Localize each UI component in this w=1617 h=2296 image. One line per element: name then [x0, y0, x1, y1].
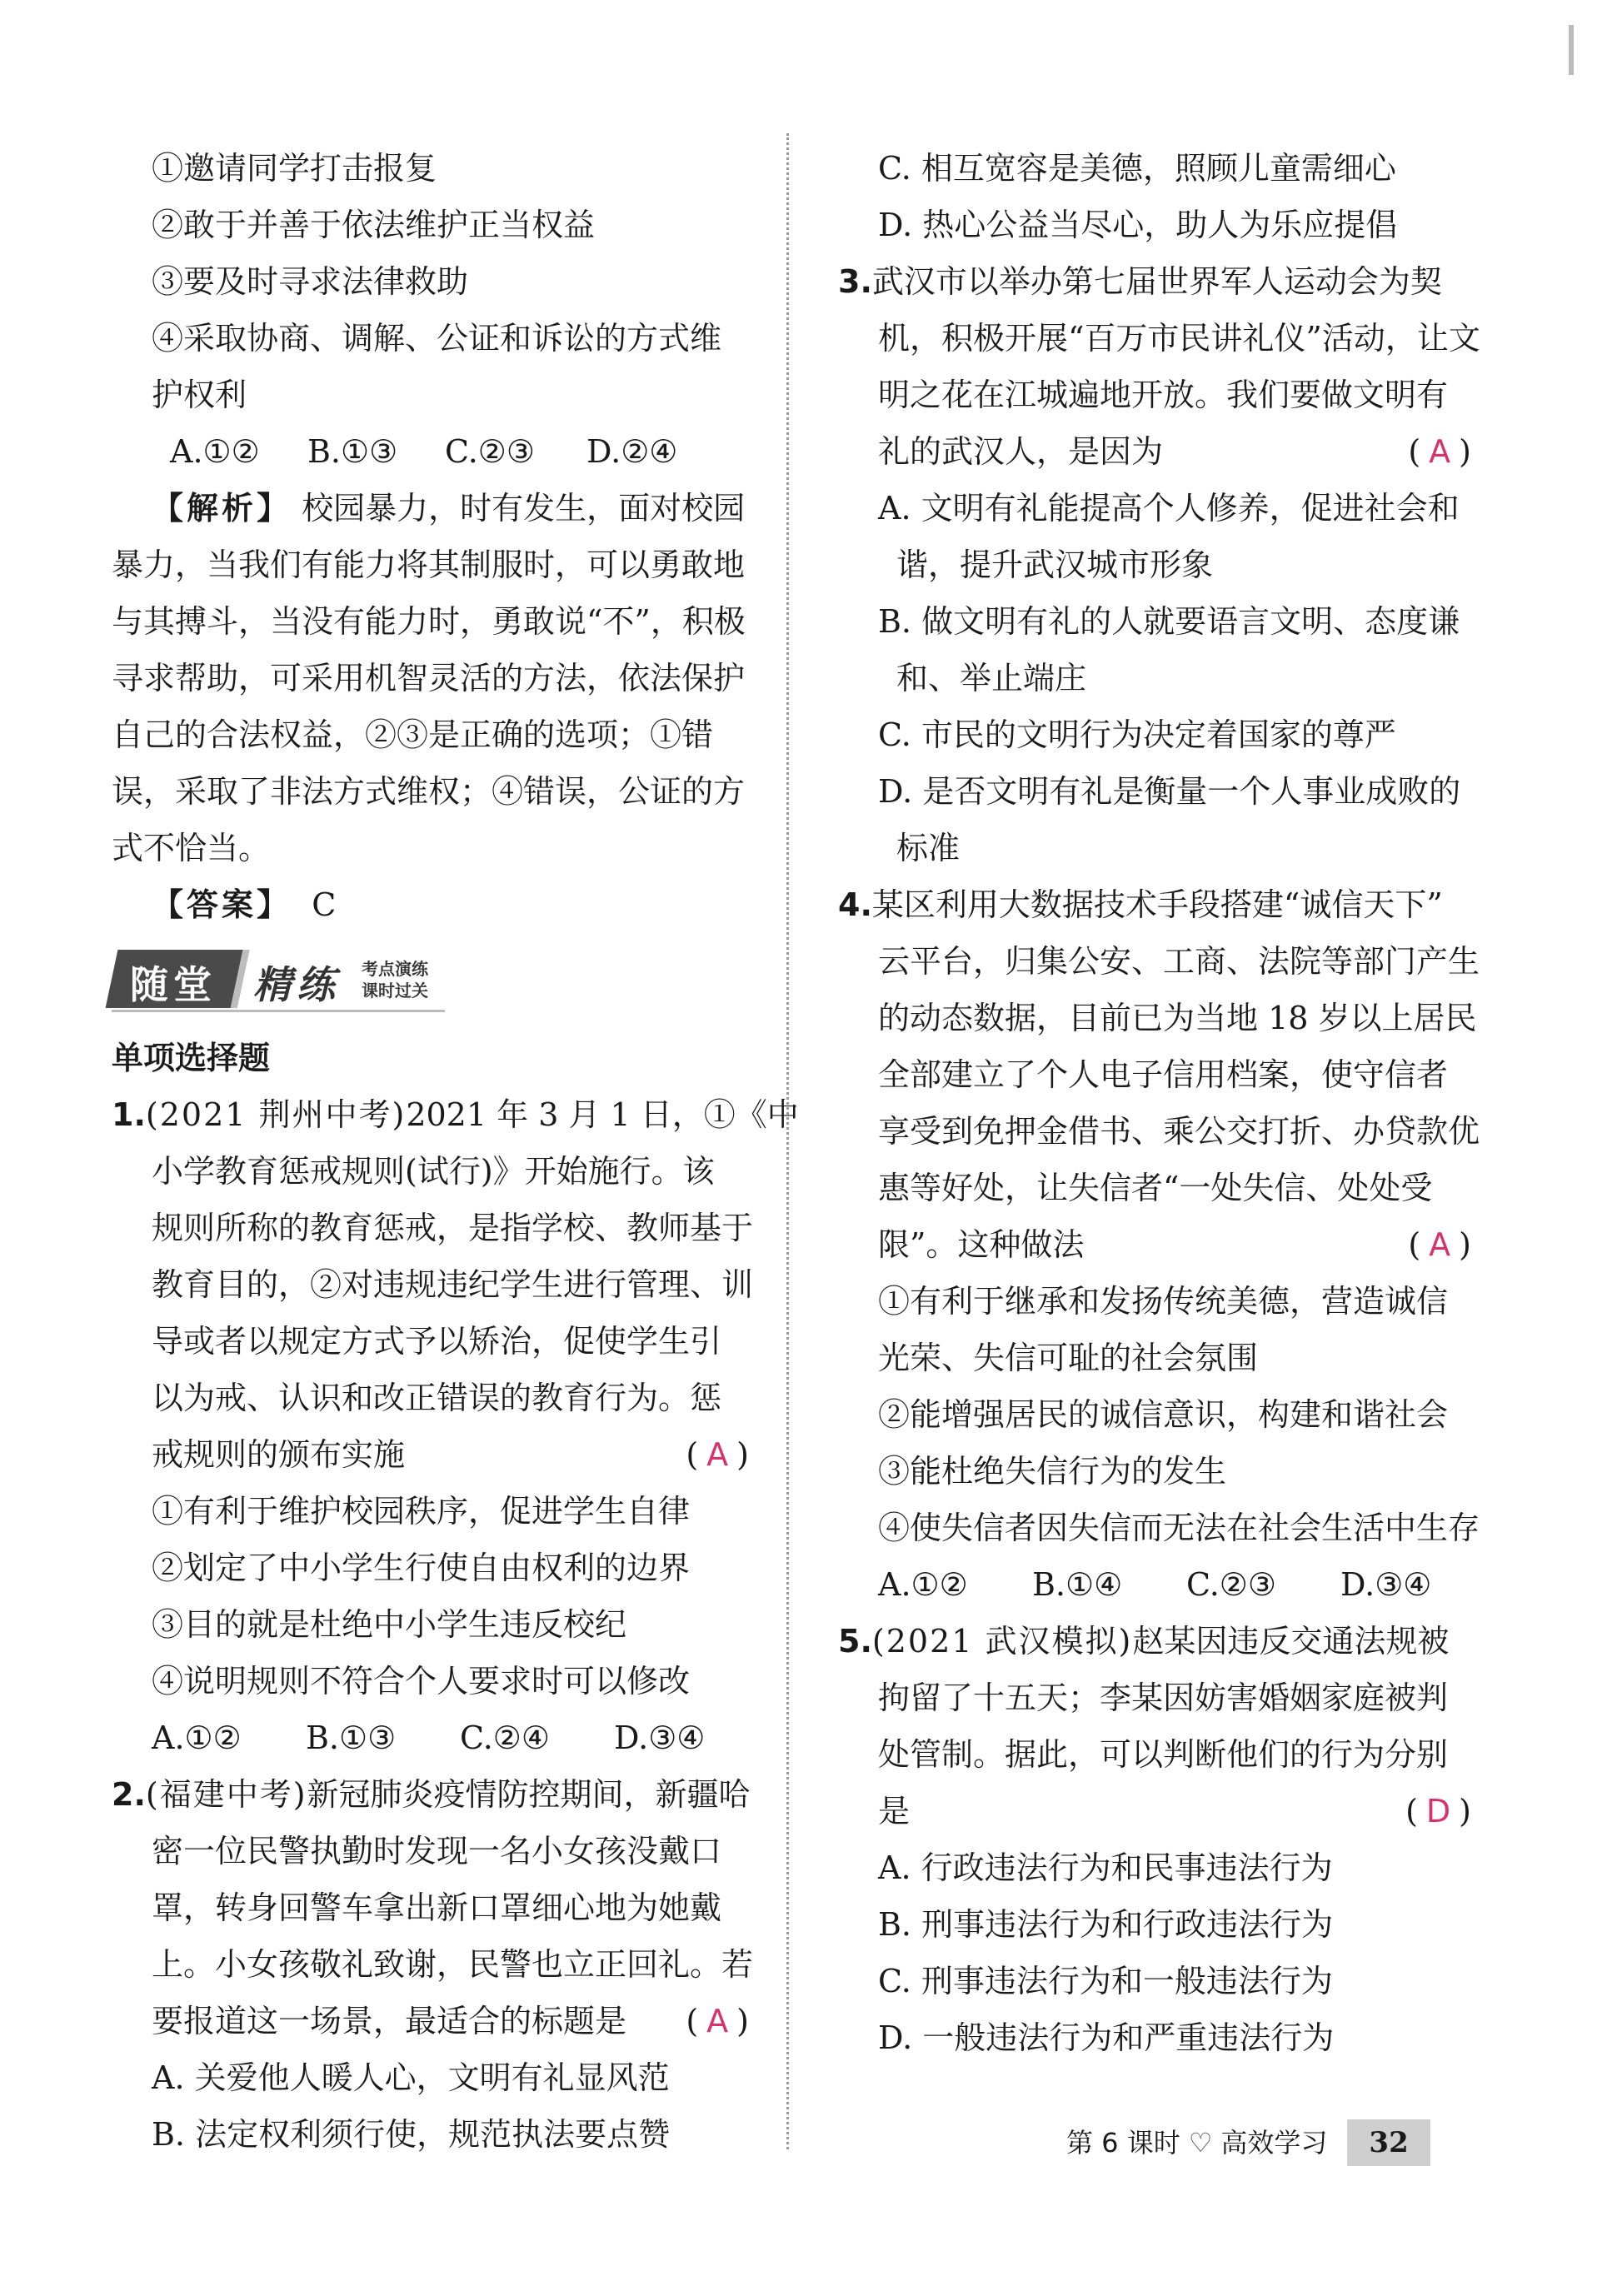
- q1-option-b: B.①③: [306, 1720, 397, 1756]
- q3-option-a: A. 文明有礼能提高个人修养，促进社会和: [878, 490, 1460, 527]
- q5-option-c: C. 刑事违法行为和一般违法行为: [878, 1963, 1333, 1999]
- column-divider: [786, 133, 789, 2149]
- q4-option-b: B.①④: [1032, 1566, 1123, 1603]
- q4-line-1: [838, 876, 1471, 933]
- carryover-item-4-cont: 护权利: [152, 377, 247, 413]
- option-c: C.②③: [445, 433, 535, 470]
- q5-line-1: [838, 1613, 1471, 1670]
- q2-number: 2.: [112, 1776, 146, 1813]
- q4-text: 某区利用大数据技术手段搭建“诚信天下”: [871, 886, 1443, 923]
- q4-answer: A: [1429, 1226, 1451, 1263]
- q4-item-4: ④使失信者因失信而无法在社会生活中生存: [878, 1510, 1480, 1546]
- q4-item-2: ②能增强居民的诚信意识，构建和谐社会: [878, 1396, 1449, 1433]
- banner-subtitle: [362, 958, 428, 1001]
- q1-line-5: 导或者以规定方式予以矫治，促使学生引: [152, 1323, 722, 1360]
- q2-stem-end-text: 要报道这一场景，最适合的标题是: [152, 2003, 627, 2039]
- option-d: D.②④: [586, 433, 678, 470]
- banner-part2: 精练: [253, 962, 340, 1007]
- q4-stem-end-text: 限”。这种做法: [878, 1226, 1085, 1263]
- q1-item-1: ①有利于维护校园秩序，促进学生自律: [152, 1493, 691, 1530]
- q4-line-5: 享受到免押金借书、乘公交打折、办贷款优: [878, 1113, 1480, 1150]
- q3-text: 武汉市以举办第七届世界军人运动会为契: [871, 263, 1442, 300]
- carryover-item-3: ③要及时寻求法律救助: [152, 263, 469, 300]
- carryover-item-1: ①邀请同学打击报复: [152, 150, 437, 187]
- q1-line-6: 以为戒、认识和改正错误的教育行为。惩: [152, 1380, 722, 1416]
- answer-line: [112, 876, 749, 933]
- q4-stem-end: [838, 1216, 1471, 1273]
- q1-line-1: [112, 1086, 799, 1143]
- q2-answer: A: [706, 2003, 729, 2039]
- option-b: B.①③: [307, 433, 398, 470]
- q4-line-4: 全部建立了个人电子信用档案，使守信者: [878, 1056, 1449, 1093]
- q2-answer-paren: ( A ): [686, 2003, 749, 2039]
- q3-option-d: D. 是否文明有礼是衡量一个人事业成败的: [878, 773, 1461, 810]
- q3-line-3: 明之花在江城遍地开放。我们要做文明有: [878, 377, 1449, 413]
- q1-item-2: ②划定了中小学生行使自由权利的边界: [152, 1550, 691, 1586]
- q5-number: 5.: [838, 1623, 872, 1660]
- q1-number: 1.: [112, 1096, 146, 1133]
- q1-text: 2021 年 3 月 1 日，①《中: [406, 1096, 799, 1133]
- carryover-options: [112, 423, 749, 480]
- q2-line-4: 上。小女孩敬礼致谢，民警也立正回礼。若: [152, 1946, 754, 1983]
- analysis-line-6: 误，采取了非法方式维权；④错误，公证的方: [112, 773, 746, 810]
- carryover-item-2: ②敢于并善于依法维护正当权益: [152, 207, 596, 243]
- q3-stem-end-text: 礼的武汉人，是因为: [878, 433, 1164, 470]
- q4-option-a: A.①②: [878, 1566, 968, 1603]
- answer-tag: 【答案】: [152, 886, 292, 923]
- q5-option-d: D. 一般违法行为和严重违法行为: [878, 2019, 1335, 2056]
- q2-line-3: 罩，转身回警车拿出新口罩细心地为她戴: [152, 1889, 722, 1926]
- q5-stem-end: [838, 1783, 1471, 1839]
- q3-line-2: 机，积极开展“百万市民讲礼仪”活动，让文: [878, 320, 1480, 357]
- q1-line-3: 规则所称的教育惩戒，是指学校、教师基于: [152, 1210, 754, 1246]
- q4-option-c: C.②③: [1186, 1566, 1276, 1603]
- q5-line-3: 处管制。据此，可以判断他们的行为分别: [878, 1736, 1449, 1773]
- banner-underline: [112, 1010, 445, 1012]
- q5-stem-end-text: 是: [878, 1793, 911, 1829]
- analysis-line-7: 式不恰当。: [112, 830, 271, 866]
- q1-line-4: 教育目的，②对违规违纪学生进行管理、训: [152, 1266, 754, 1303]
- q2-stem-end: [112, 1993, 749, 2049]
- q3-line-1: [838, 253, 1471, 310]
- q3-option-d-cont: 标准: [896, 830, 961, 866]
- q1-option-c: C.②④: [460, 1720, 550, 1756]
- answer-value: C: [312, 886, 337, 923]
- analysis-line-3: 与其搏斗，当没有能力时，勇敢说“不”，积极: [112, 603, 746, 640]
- q5-text: 赵某因违反交通法规被: [1132, 1623, 1450, 1660]
- section-banner: [112, 938, 749, 1021]
- q1-answer: A: [706, 1436, 729, 1473]
- q3-option-a-cont: 谐，提升武汉城市形象: [896, 547, 1214, 583]
- page-number: 32: [1347, 2119, 1430, 2166]
- analysis-line-2: 暴力，当我们有能力将其制服时，可以勇敢地: [112, 547, 746, 583]
- banner-sub1: 考点演练: [362, 959, 428, 979]
- q1-source: (2021 荆州中考): [145, 1096, 407, 1133]
- q1-line-2: 小学教育惩戒规则(试行)》开始施行。该: [152, 1153, 715, 1190]
- q5-option-a: A. 行政违法行为和民事违法行为: [878, 1849, 1333, 1886]
- carryover-item-4: ④采取协商、调解、公证和诉讼的方式维: [152, 320, 722, 357]
- page-footer: [1066, 2119, 1430, 2166]
- analysis-text: 校园暴力，时有发生，面对校园: [302, 490, 746, 527]
- q4-item-3: ③能杜绝失信行为的发生: [878, 1453, 1227, 1490]
- q2-option-d: D. 热心公益当尽心，助人为乐应提倡: [878, 207, 1398, 243]
- q5-source: (2021 武汉模拟): [871, 1623, 1133, 1660]
- q1-item-3: ③目的就是杜绝中小学生违反校纪: [152, 1606, 627, 1643]
- q2-line-2: 密一位民警执勤时发现一名小女孩没戴口: [152, 1833, 722, 1869]
- q1-stem-end-text: 戒规则的颁布实施: [152, 1436, 406, 1473]
- analysis-line-5: 自己的合法权益，②③是正确的选项；①错: [112, 716, 714, 753]
- q5-answer-paren: ( D ): [1405, 1793, 1471, 1829]
- q3-answer: A: [1429, 433, 1451, 470]
- q4-options: [838, 1556, 1471, 1613]
- q2-option-b: B. 法定权利须行使，规范执法要点赞: [152, 2116, 671, 2153]
- q2-option-a: A. 关爱他人暖人心，文明有礼显风范: [152, 2059, 670, 2096]
- section-title: 单项选择题: [112, 1040, 271, 1076]
- q3-answer-paren: ( A ): [1408, 433, 1471, 470]
- q3-stem-end: [838, 423, 1471, 480]
- q1-options: [112, 1710, 749, 1766]
- q3-option-b: B. 做文明有礼的人就要语言文明、态度谦: [878, 603, 1460, 640]
- page-edge-mark: [1569, 25, 1574, 75]
- q1-option-d: D.③④: [614, 1720, 706, 1756]
- banner-sub2: 课时过关: [362, 981, 428, 1001]
- q4-line-6: 惠等好处，让失信者“一处失信、处处受: [878, 1170, 1433, 1206]
- q1-stem-end: [112, 1426, 749, 1483]
- heart-icon: ♡: [1188, 2127, 1213, 2159]
- option-a: A.①②: [170, 433, 260, 470]
- q2-line-1: [112, 1766, 749, 1823]
- q5-option-b: B. 刑事违法行为和行政违法行为: [878, 1906, 1334, 1943]
- left-column: [112, 140, 799, 2163]
- q3-option-c: C. 市民的文明行为决定着国家的尊严: [878, 716, 1396, 753]
- q3-option-b-cont: 和、举止端庄: [896, 660, 1087, 696]
- q3-number: 3.: [838, 263, 872, 300]
- q1-option-a: A.①②: [152, 1720, 242, 1756]
- q2-text: 新冠肺炎疫情防控期间，新疆哈: [307, 1776, 751, 1813]
- banner-part1: 随堂: [130, 962, 217, 1007]
- q1-item-4: ④说明规则不符合个人要求时可以修改: [152, 1663, 691, 1700]
- analysis-tag: 【解析】: [152, 490, 292, 527]
- q5-line-2: 拘留了十五天；李某因妨害婚姻家庭被判: [878, 1680, 1449, 1716]
- q4-line-3: 的动态数据，目前已为当地 18 岁以上居民: [878, 1000, 1477, 1036]
- q2-source: (福建中考): [145, 1776, 307, 1813]
- q4-answer-paren: ( A ): [1408, 1226, 1471, 1263]
- q5-answer: D: [1425, 1793, 1451, 1829]
- analysis-line-1: [112, 480, 749, 537]
- q4-option-d: D.③④: [1340, 1566, 1432, 1603]
- q1-answer-paren: ( A ): [686, 1436, 749, 1473]
- footer-lesson: 第 6 课时: [1066, 2127, 1180, 2159]
- right-column: [838, 140, 1480, 2066]
- q4-item-1: ①有利于继承和发扬传统美德，营造诚信: [878, 1283, 1449, 1320]
- analysis-line-4: 寻求帮助，可采用机智灵活的方法，依法保护: [112, 660, 746, 696]
- q4-line-2: 云平台，归集公安、工商、法院等部门产生: [878, 943, 1480, 980]
- q4-item-1-cont: 光荣、失信可耻的社会氛围: [878, 1340, 1259, 1376]
- q4-number: 4.: [838, 886, 872, 923]
- q2-option-c: C. 相互宽容是美德，照顾儿童需细心: [878, 150, 1396, 187]
- footer-title: 高效学习: [1220, 2127, 1328, 2159]
